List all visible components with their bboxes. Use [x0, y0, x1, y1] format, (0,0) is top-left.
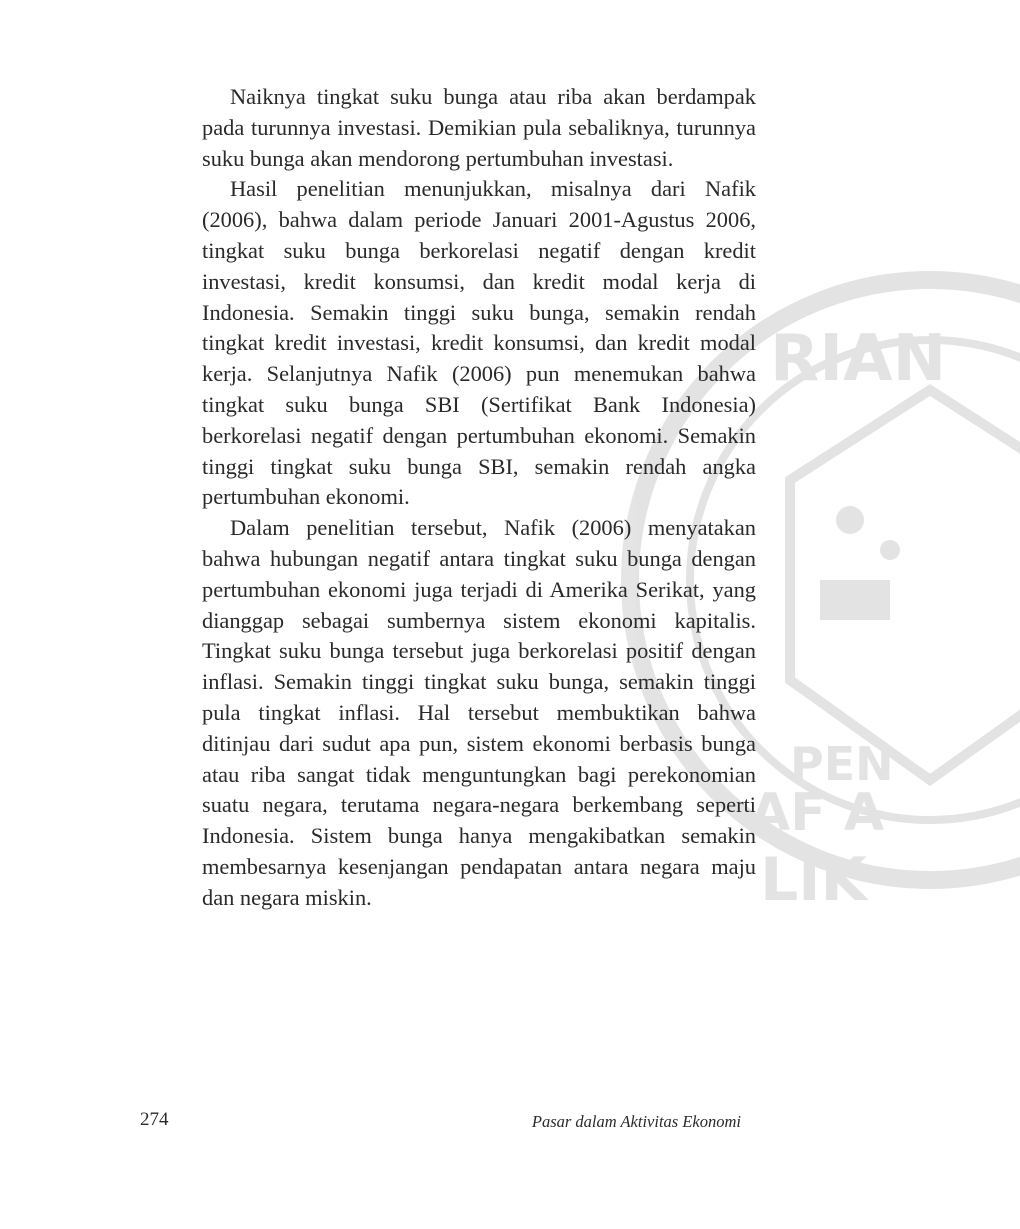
paragraph-3: Dalam penelitian tersebut, Nafik (2006) menyatakan bahwa hubungan negatif antara tingkat suku bunga dengan pertumbuhan ekonomi juga terjadi di Amerika Serikat, yang dianggap sebagai sumbernya sistem ekonomi kapitalis. Tingkat suku bunga tersebut juga berkorelasi positif dengan inflasi. Semakin tinggi tingkat suku bunga, semakin tinggi pula tingkat inflasi. Hal tersebut membuktikan bahwa ditinjau dari sudut apa pun, sistem ekonomi berbasis bunga atau riba sangat tidak menguntungkan bagi perekonomian suatu negara, terutama negara-negara berkembang seperti Indonesia. Sistem bunga hanya mengakibatkan semakin membesarnya kesenjangan pendapatan antara negara maju dan negara miskin.: [202, 515, 756, 910]
paragraph-1: Naiknya tingkat suku bunga atau riba akan berdampak pada turunnya investasi. Demikian pula sebaliknya, turunnya suku bunga akan mendorong pertumbuhan investasi.: [202, 84, 756, 171]
running-footer-title: Pasar dalam Aktivitas Ekonomi: [531, 1112, 741, 1131]
page-number: 274: [140, 1109, 169, 1130]
watermark-text-1: RIAN: [770, 322, 947, 396]
watermark-text-2: PEN: [790, 737, 894, 791]
watermark-text-3: AF A: [750, 783, 885, 843]
body-text: [202, 82, 756, 914]
watermark-text-4: LIK: [760, 845, 868, 915]
paragraph-2: Hasil penelitian menunjukkan, misalnya dari Nafik (2006), bahwa dalam periode Januari 2001-Agustus 2006, tingkat suku bunga berkorelasi negatif dengan kredit investasi, kredit konsumsi, dan kredit modal kerja di Indonesia. Semakin tinggi suku bunga, semakin rendah tingkat kredit investasi, kredit konsumsi, dan kredit modal kerja. Selanjutnya Nafik (2006) pun menemukan bahwa tingkat suku bunga SBI (Sertifikat Bank Indonesia) berkorelasi negatif dengan pertumbuhan ekonomi. Semakin tinggi tingkat suku bunga SBI, semakin rendah angka pertumbuhan ekonomi.: [202, 176, 756, 510]
